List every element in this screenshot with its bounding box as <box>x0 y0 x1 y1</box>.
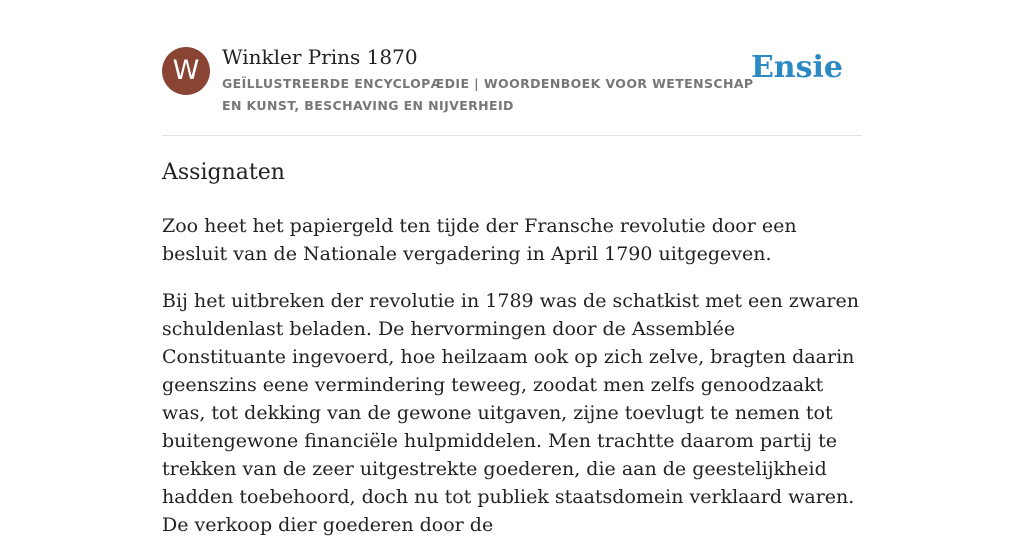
header-divider <box>162 135 862 136</box>
source-subtitle: GEÏLLUSTREERDE ENCYCLOPÆDIE | WOORDENBOEK VOOR WETENSCHAP EN KUNST, BESCHAVING EN NIJVERHEID <box>222 76 754 113</box>
article-body <box>162 212 862 558</box>
source-header <box>162 44 862 134</box>
article-title: Assignaten <box>162 160 285 185</box>
source-avatar[interactable]: W <box>162 47 210 95</box>
article-paragraph: Bij het uitbreken der revolutie in 1789 was de schatkist met een zwaren schuldenlast beladen. De hervormingen door de Assemblée Constituante ingevoerd, hoe heilzaam ook op zich zelve, bragten daarin geenszins eene vermindering teweeg, zoodat men zelfs genoodzaakt was, tot dekking van de gewone uitgaven, zijne toevlugt te nemen tot buitengewone financiële hulpmiddelen. Men trachtte daarom partij te trekken van de zeer uitgestrekte goederen, die aan de geestelijkheid hadden toebehoord, doch nu tot publiek staatsdomein verklaard waren. De verkoop dier goederen door de <box>162 290 859 536</box>
source-title[interactable]: Winkler Prins 1870 <box>222 45 418 69</box>
ensie-logo[interactable]: Ensie <box>750 50 843 85</box>
article-paragraph: Zoo heet het papiergeld ten tijde der Fransche revolutie door een besluit van de Nationale vergadering in April 1790 uitgegeven. <box>162 215 797 265</box>
